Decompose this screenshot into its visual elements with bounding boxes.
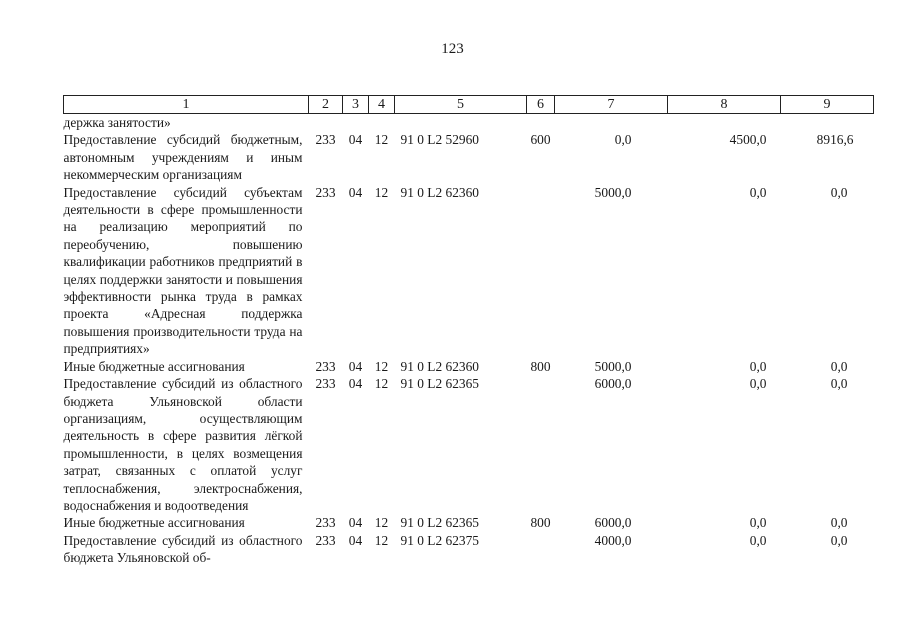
cell-value-7: 4000,0 <box>594 532 632 548</box>
cell-target-article: 91 0 L2 62360 <box>400 184 479 200</box>
cell-value-8: 4500,0 <box>729 132 767 148</box>
cell-subsection: 12 <box>374 358 389 374</box>
table-row <box>64 358 874 375</box>
cell-value-7: 6000,0 <box>594 515 632 531</box>
cell-expense-type: 600 <box>530 132 551 148</box>
cell-target-article: 91 0 L2 62365 <box>400 515 479 531</box>
cell-value-9: 0,0 <box>830 532 848 548</box>
cell-subsection <box>369 114 395 132</box>
cell-section: 04 <box>348 132 363 148</box>
cell-expense-type: 800 <box>530 358 551 374</box>
cell-subsection: 12 <box>374 132 389 148</box>
cell-value-8: 0,0 <box>749 532 767 548</box>
row-name: Предоставление субсидий субъектам деятельности в сфере промышленности на реализацию мероприятий по переобучению, повышению квалификации работников предприятий в целях поддержки занятости и повышения эффективности рынка труда в рамках проекта «Адресная поддержка повышения производительности труда на предприятиях» <box>63 184 303 357</box>
column-header: 3 <box>343 96 369 114</box>
cell-value-9: 0,0 <box>830 515 848 531</box>
budget-table <box>63 95 874 567</box>
cell-ministry: 233 <box>315 358 336 374</box>
cell-value-8: 0,0 <box>749 184 767 200</box>
cell-section <box>343 114 369 132</box>
row-name: Иные бюджетные ассигнования <box>63 515 245 531</box>
cell-value-7 <box>555 114 668 132</box>
cell-section: 04 <box>348 515 363 531</box>
cell-value-7: 5000,0 <box>594 358 632 374</box>
cell-section: 04 <box>348 532 363 548</box>
cell-value-8: 0,0 <box>749 376 767 392</box>
cell-value-7: 6000,0 <box>594 376 632 392</box>
cell-ministry: 233 <box>315 515 336 531</box>
row-name: Иные бюджетные ассигнования <box>63 358 245 374</box>
cell-value-9: 0,0 <box>830 376 848 392</box>
cell-value-7: 5000,0 <box>594 184 632 200</box>
column-header: 5 <box>395 96 527 114</box>
cell-section: 04 <box>348 376 363 392</box>
table-row <box>64 514 874 531</box>
cell-value-9: 0,0 <box>830 358 848 374</box>
cell-expense-type <box>527 184 555 358</box>
cell-expense-type <box>527 375 555 514</box>
column-header: 4 <box>369 96 395 114</box>
cell-target-article <box>395 114 527 132</box>
cell-value-8: 0,0 <box>749 515 767 531</box>
cell-value-9: 0,0 <box>830 184 848 200</box>
row-name: Предоставление субсидий из областного бюджета Ульяновской об- <box>63 532 303 566</box>
row-name: держка занятости» <box>63 115 171 130</box>
cell-ministry <box>309 114 343 132</box>
table-row <box>64 114 874 132</box>
cell-ministry: 233 <box>315 184 336 200</box>
row-name: Предоставление субсидий из областного бюджета Ульяновской области организациям, осуществляющим деятельность в сфере развития лёгкой промышленности, в целях возмещения затрат, связанных с оплатой услуг теплоснабжения, электроснабжения, водоснабжения и водоотведения <box>63 376 303 513</box>
table-row <box>64 131 874 183</box>
cell-target-article: 91 0 L2 62360 <box>400 358 479 374</box>
cell-subsection: 12 <box>374 376 389 392</box>
cell-expense-type <box>527 114 555 132</box>
table-row <box>64 184 874 358</box>
cell-ministry: 233 <box>315 376 336 392</box>
cell-value-7: 0,0 <box>614 132 632 148</box>
cell-ministry: 233 <box>315 132 336 148</box>
cell-expense-type: 800 <box>530 515 551 531</box>
cell-subsection: 12 <box>374 184 389 200</box>
page-number: 123 <box>441 41 464 57</box>
cell-value-8: 0,0 <box>749 358 767 374</box>
column-header: 2 <box>309 96 343 114</box>
cell-value-9 <box>781 114 874 132</box>
cell-value-9: 8916,6 <box>816 132 854 148</box>
column-header: 9 <box>781 96 874 114</box>
cell-ministry: 233 <box>315 532 336 548</box>
cell-target-article: 91 0 L2 62365 <box>400 376 479 392</box>
column-header: 8 <box>668 96 781 114</box>
column-header: 1 <box>64 96 309 114</box>
row-name: Предоставление субсидий бюджетным, автономным учреждениям и иным некоммерческим организациям <box>63 132 303 183</box>
table-row <box>64 375 874 514</box>
cell-subsection: 12 <box>374 515 389 531</box>
cell-subsection: 12 <box>374 532 389 548</box>
cell-expense-type <box>527 532 555 567</box>
column-header: 6 <box>527 96 555 114</box>
cell-section: 04 <box>348 184 363 200</box>
cell-section: 04 <box>348 358 363 374</box>
cell-target-article: 91 0 L2 52960 <box>400 132 479 148</box>
table-row <box>64 532 874 567</box>
table-header-row <box>64 96 874 114</box>
cell-target-article: 91 0 L2 62375 <box>400 532 479 548</box>
cell-value-8 <box>668 114 781 132</box>
column-header: 7 <box>555 96 668 114</box>
